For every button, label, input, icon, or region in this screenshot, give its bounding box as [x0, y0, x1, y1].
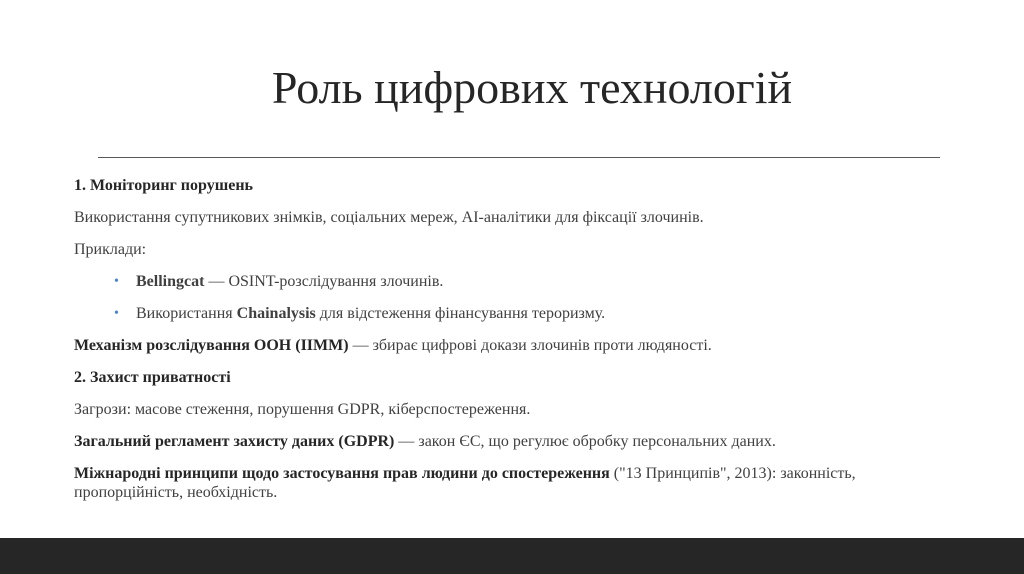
title-divider [98, 157, 940, 158]
bellingcat-label: Bellingcat [136, 273, 205, 290]
gdpr-paragraph [74, 432, 944, 451]
principles-paragraph [74, 464, 944, 502]
footer-bar [0, 538, 1024, 574]
monitoring-heading-text: 1. Моніторинг порушень [74, 177, 253, 194]
examples-list [74, 272, 944, 323]
monitoring-text: Використання супутникових знімків, соціальних мереж, AI-аналітики для фіксації злочинів. [74, 209, 704, 226]
chainalysis-label: Chainalysis [236, 305, 316, 322]
bullet-icon: • [114, 274, 119, 289]
list-item [74, 304, 944, 323]
iimm-paragraph [74, 336, 944, 355]
gdpr-label: Загальний регламент захисту даних (GDPR) [74, 433, 395, 450]
list-item [74, 272, 944, 291]
monitoring-heading [74, 176, 944, 195]
principles-text: ("13 Принципів", 2013): законність, пропорційність, необхідність. [74, 465, 856, 501]
iimm-text: — збирає цифрові докази злочинів проти людяності. [348, 337, 712, 354]
bellingcat-text: — OSINT-розслідування злочинів. [204, 273, 444, 290]
bullet-icon: • [114, 306, 119, 321]
slide-title: Роль цифрових технологій [271, 62, 793, 113]
privacy-heading-text: 2. Захист приватності [74, 369, 231, 386]
chainalysis-text: для відстеження фінансування тероризму. [315, 305, 606, 322]
principles-label: Міжнародні принципи щодо застосування прав людини до спостереження [74, 465, 610, 482]
threats-text: Загрози: масове стеження, порушення GDPR, кіберспостереження. [74, 401, 531, 418]
chainalysis-prefix: Використання [136, 305, 237, 322]
iimm-label: Механізм розслідування ООН (IIMM) [74, 337, 349, 354]
slide-content [74, 176, 944, 515]
gdpr-text: — закон ЄС, що регулює обробку персональних даних. [394, 433, 776, 450]
privacy-heading [74, 368, 944, 387]
examples-label: Приклади: [74, 241, 147, 258]
